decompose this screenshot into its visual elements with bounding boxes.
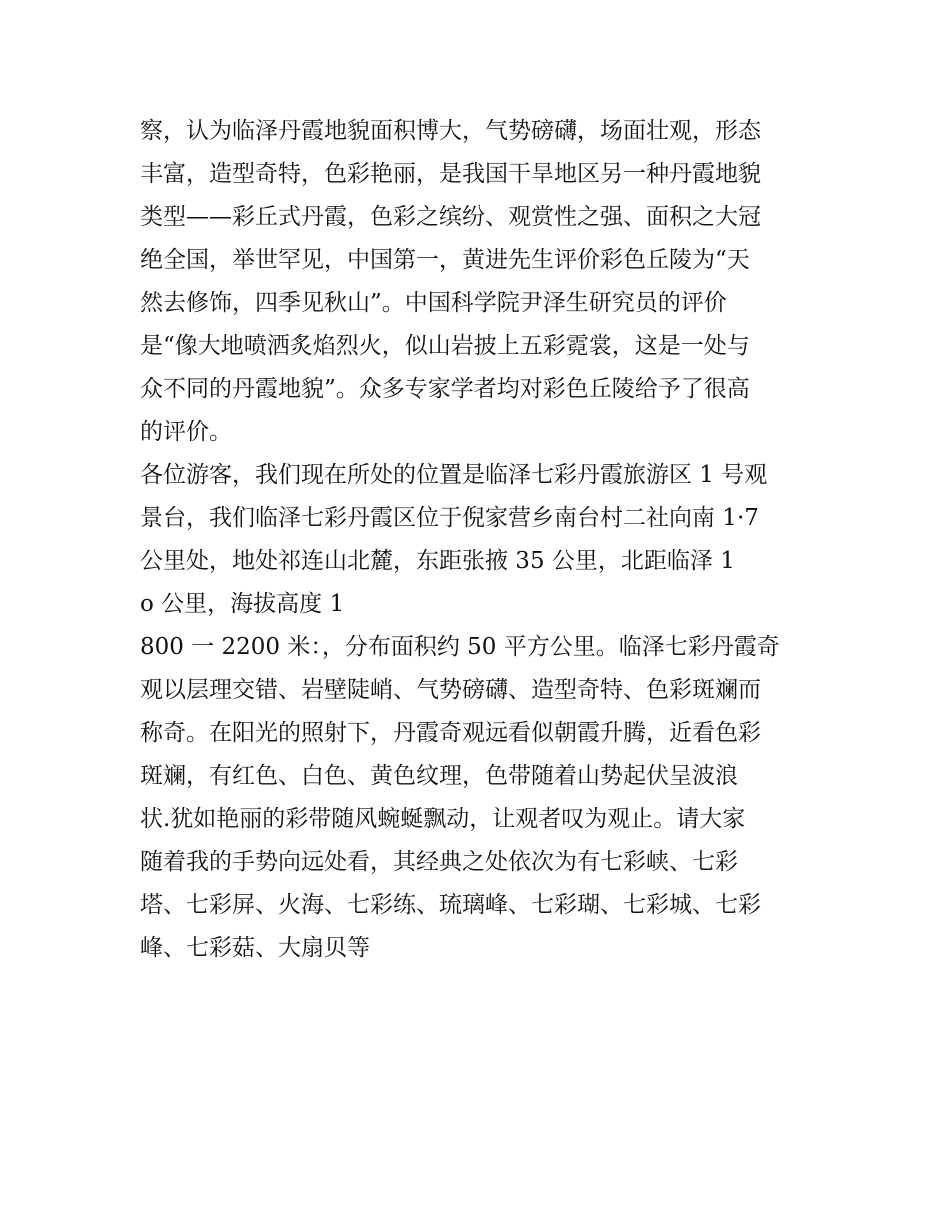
text-line: 的评价。 [140, 419, 232, 445]
text-line: 800 一 2200 米：，分布面积约 50 平方公里。临泽七彩丹霞奇 [140, 634, 780, 660]
document-body [140, 110, 830, 970]
text-line: 随着我的手势向远处看，其经典之处依次为有七彩峡、七彩 [140, 849, 738, 875]
text-line: 类型——彩丘式丹霞，色彩之缤纷、观赏性之强、面积之大冠 [140, 204, 761, 230]
text-line: 察，认为临泽丹霞地貌面积博大，气势磅礴，场面壮观，形态 [140, 118, 761, 144]
text-line: 然去修饰，四季见秋山”。中国科学院尹泽生研究员的评价 [140, 290, 727, 316]
text-line: 是“像大地喷洒炙焰烈火，似山岩披上五彩霓裳，这是一处与 [140, 333, 750, 359]
text-line: 状.犹如艳丽的彩带随风蜿蜒飘动，让观者叹为观止。请大家 [140, 806, 746, 832]
text-line: o 公里，海拔高度 1 [140, 591, 345, 617]
text-line: 丰富，造型奇特，色彩艳丽，是我国干旱地区另一种丹霞地貌 [140, 161, 761, 187]
text-line: 观以层理交错、岩壁陡峭、气势磅礴、造型奇特、色彩斑斓而 [140, 677, 761, 703]
text-line: 峰、七彩菇、大扇贝等 [140, 935, 370, 961]
text-line: 各位游客，我们现在所处的位置是临泽七彩丹霞旅游区 1 号观 [140, 462, 768, 488]
text-line: 公里处，地处祁连山北麓，东距张掖 35 公里，北距临泽 1 [140, 548, 735, 574]
text-line: 斑斓，有红色、白色、黄色纹理，色带随着山势起伏呈波浪 [140, 763, 738, 789]
text-line: 景台，我们临泽七彩丹霞区位于倪家营乡南台村二社向南 1·7 [140, 505, 759, 531]
text-line: 塔、七彩屏、火海、七彩练、琉璃峰、七彩瑚、七彩城、七彩 [140, 892, 761, 918]
text-line: 众不同的丹霞地貌”。众多专家学者均对彩色丘陵给予了很高 [140, 376, 750, 402]
text-line: 称奇。在阳光的照射下，丹霞奇观远看似朝霞升腾，近看色彩 [140, 720, 761, 746]
text-line: 绝全国，举世罕见，中国第一，黄进先生评价彩色丘陵为“天 [140, 247, 750, 273]
